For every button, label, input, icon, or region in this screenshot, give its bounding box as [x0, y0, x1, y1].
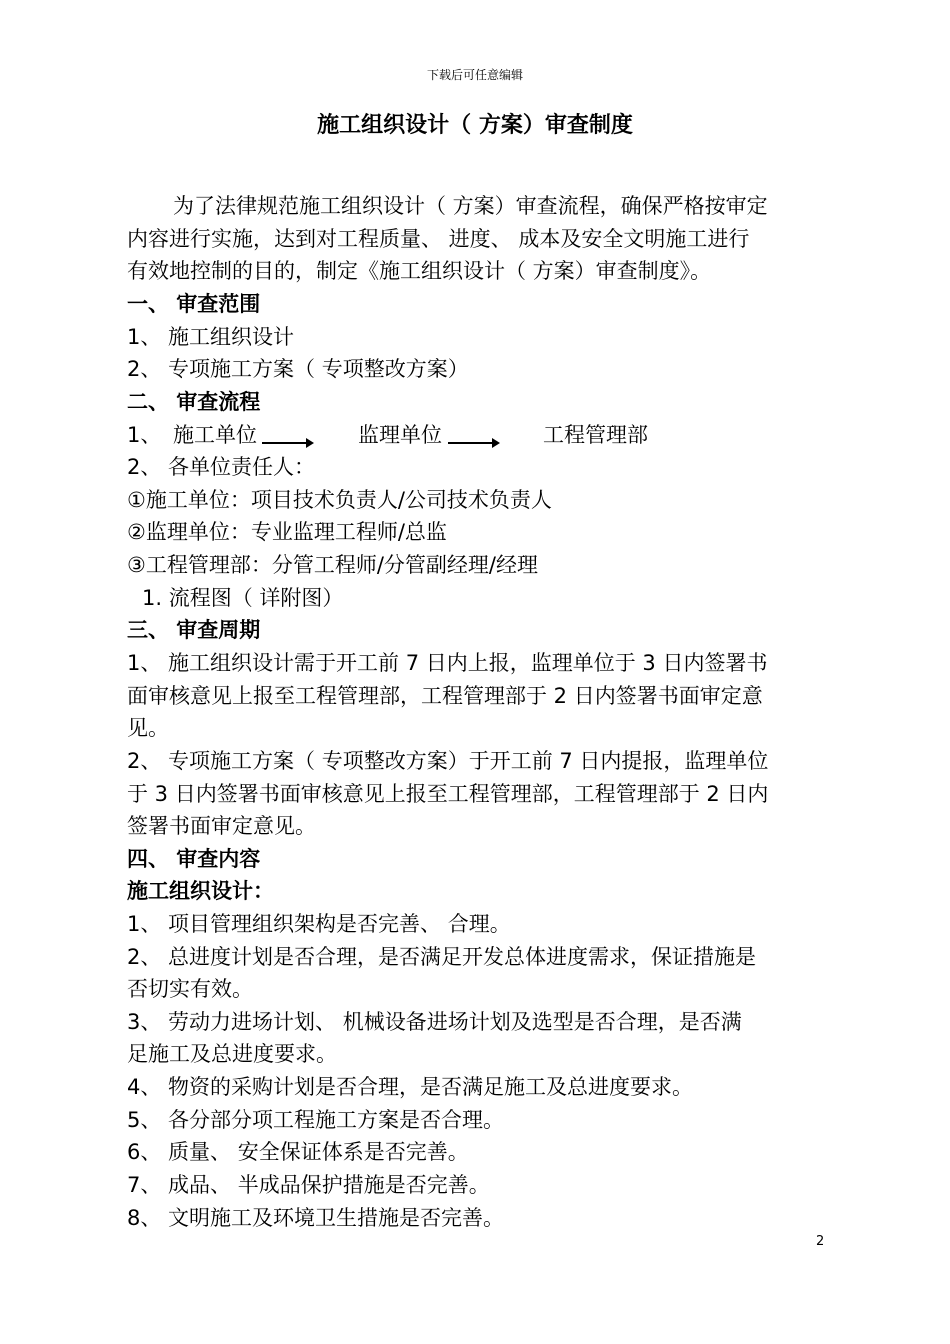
- flow-step: 工程管理部: [543, 423, 648, 447]
- paragraph-line: 于 3 日内签署书面审核意见上报至工程管理部，工程管理部于 2 日内: [127, 782, 769, 806]
- header-note: 下载后可任意编辑: [426, 68, 523, 82]
- intro-line: 为了法律规范施工组织设计（ 方案）审查流程，确保严格按审定: [173, 194, 768, 218]
- list-item: 否切实有效。: [127, 977, 253, 1001]
- list-item: 2、 专项施工方案（ 专项整改方案）: [127, 357, 469, 381]
- subheading: 施工组织设计：: [127, 879, 274, 903]
- list-item: 5、 各分部分项工程施工方案是否合理。: [127, 1108, 505, 1132]
- intro-line: 内容进行实施，达到对工程质量、 进度、 成本及安全文明施工进行: [127, 227, 750, 251]
- list-item: 1、 项目管理组织架构是否完善、 合理。: [127, 912, 511, 936]
- page-number: 2: [816, 1234, 825, 1249]
- list-item: 2、 各单位责任人：: [127, 455, 316, 479]
- paragraph-line: 1、 施工组织设计需于开工前 7 日内上报，监理单位于 3 日内签署书: [127, 651, 768, 675]
- paragraph-line: 见。: [127, 716, 169, 740]
- list-item: 4、 物资的采购计划是否合理，是否满足施工及总进度要求。: [127, 1075, 694, 1099]
- section-heading: 三、 审查周期: [127, 618, 261, 642]
- flow-arrow-icon: [262, 442, 312, 444]
- list-item: 2、 总进度计划是否合理，是否满足开发总体进度需求，保证措施是: [127, 945, 757, 969]
- flow-arrow-icon: [448, 442, 498, 444]
- list-item: 8、 文明施工及环境卫生措施是否完善。: [127, 1206, 505, 1230]
- document-title: 施工组织设计（ 方案）审查制度: [317, 113, 633, 138]
- responsible-item: ②监理单位：专业监理工程师/总监: [127, 520, 447, 544]
- list-item: 6、 质量、 安全保证体系是否完善。: [127, 1140, 469, 1164]
- section-heading: 一、 审查范围: [127, 292, 261, 316]
- paragraph-line: 签署书面审定意见。: [127, 814, 316, 838]
- list-item: 1. 流程图（ 详附图）: [142, 586, 344, 610]
- list-item: 7、 成品、 半成品保护措施是否完善。: [127, 1173, 490, 1197]
- responsible-item: ③工程管理部：分管工程师/分管副经理/经理: [127, 553, 538, 577]
- responsible-item: ①施工单位：项目技术负责人/公司技术负责人: [127, 488, 552, 512]
- list-item: 3、 劳动力进场计划、 机械设备进场计划及选型是否合理，是否满: [127, 1010, 742, 1034]
- paragraph-line: 面审核意见上报至工程管理部，工程管理部于 2 日内签署书面审定意: [127, 684, 763, 708]
- section-heading: 二、 审查流程: [127, 390, 261, 414]
- list-item: 1、 施工组织设计: [127, 325, 295, 349]
- intro-line: 有效地控制的目的，制定《施工组织设计（ 方案）审查制度》。: [127, 259, 712, 283]
- section-heading: 四、 审查内容: [127, 847, 261, 871]
- flow-prefix: 1、: [127, 423, 162, 447]
- list-item: 足施工及总进度要求。: [127, 1042, 337, 1066]
- flow-step: 施工单位: [173, 423, 257, 447]
- flow-step: 监理单位: [358, 423, 442, 447]
- paragraph-line: 2、 专项施工方案（ 专项整改方案）于开工前 7 日内提报，监理单位: [127, 749, 769, 773]
